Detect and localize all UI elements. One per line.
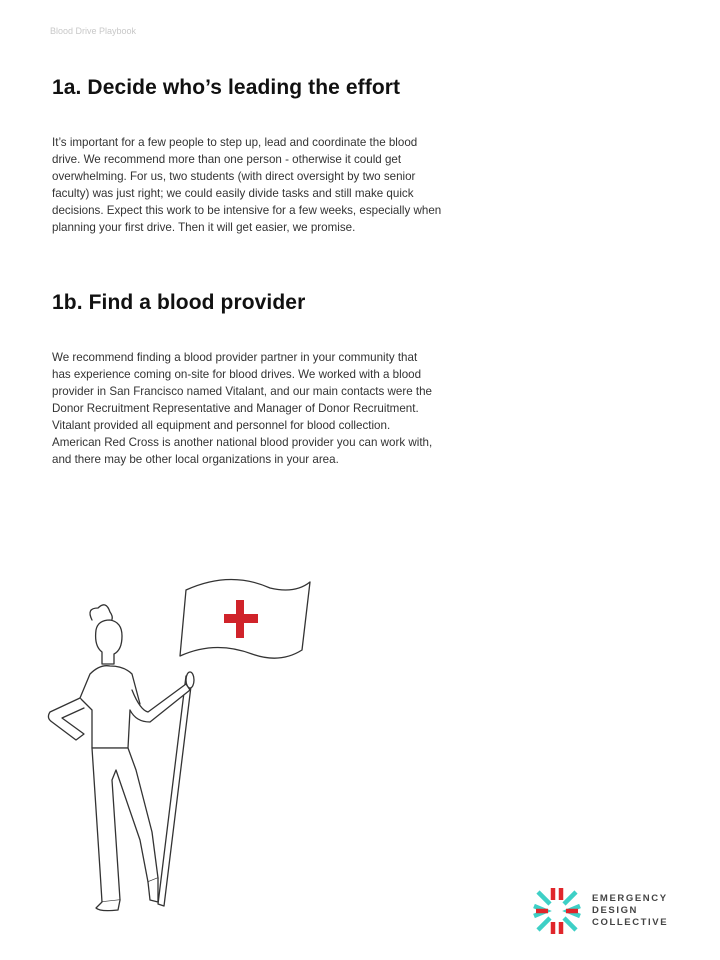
emergency-design-collective-logo	[532, 886, 668, 936]
running-header: Blood Drive Playbook	[50, 26, 137, 36]
text-line: It’s important for a few people to step up, lead and coordinate the blood	[52, 136, 418, 149]
logo-wordmark	[592, 893, 668, 929]
text-line: American Red Cross is another national blood provider you can work with,	[52, 436, 433, 449]
text-line: drive. We recommend more than one person - otherwise it could get	[52, 153, 402, 166]
logo-mark-icon	[532, 886, 582, 936]
text-line: We recommend finding a blood provider partner in your community that	[52, 351, 418, 364]
section-heading-1a: 1a. Decide who’s leading the effort	[52, 76, 401, 99]
logo-line: EMERGENCY	[592, 893, 668, 904]
text-line: provider in San Francisco named Vitalant, and our main contacts were the	[52, 385, 433, 398]
logo-line: DESIGN	[592, 905, 639, 916]
text-line: overwhelming. For us, two students (with direct oversight by two senior	[52, 170, 416, 183]
person-with-flag-illustration	[40, 570, 330, 920]
text-line: Donor Recruitment Representative and Manager of Donor Recruitment.	[52, 402, 419, 415]
section-body-1a	[52, 134, 441, 236]
text-line: and there may be other local organizations in your area.	[52, 453, 339, 466]
text-line: decisions. Expect this work to be intensive for a few weeks, especially when	[52, 204, 442, 217]
logo-line: COLLECTIVE	[592, 917, 669, 928]
text-line: has experience coming on-site for blood drives. We worked with a blood	[52, 368, 422, 381]
section-body-1b	[52, 349, 432, 468]
text-line: Vitalant provided all equipment and personnel for blood collection.	[52, 419, 391, 432]
text-line: faculty) was just right; we could easily divide tasks and still make quick	[52, 187, 414, 200]
text-line: planning your first drive. Then it will get easier, we promise.	[52, 221, 356, 234]
section-heading-1b: 1b. Find a blood provider	[52, 291, 306, 314]
